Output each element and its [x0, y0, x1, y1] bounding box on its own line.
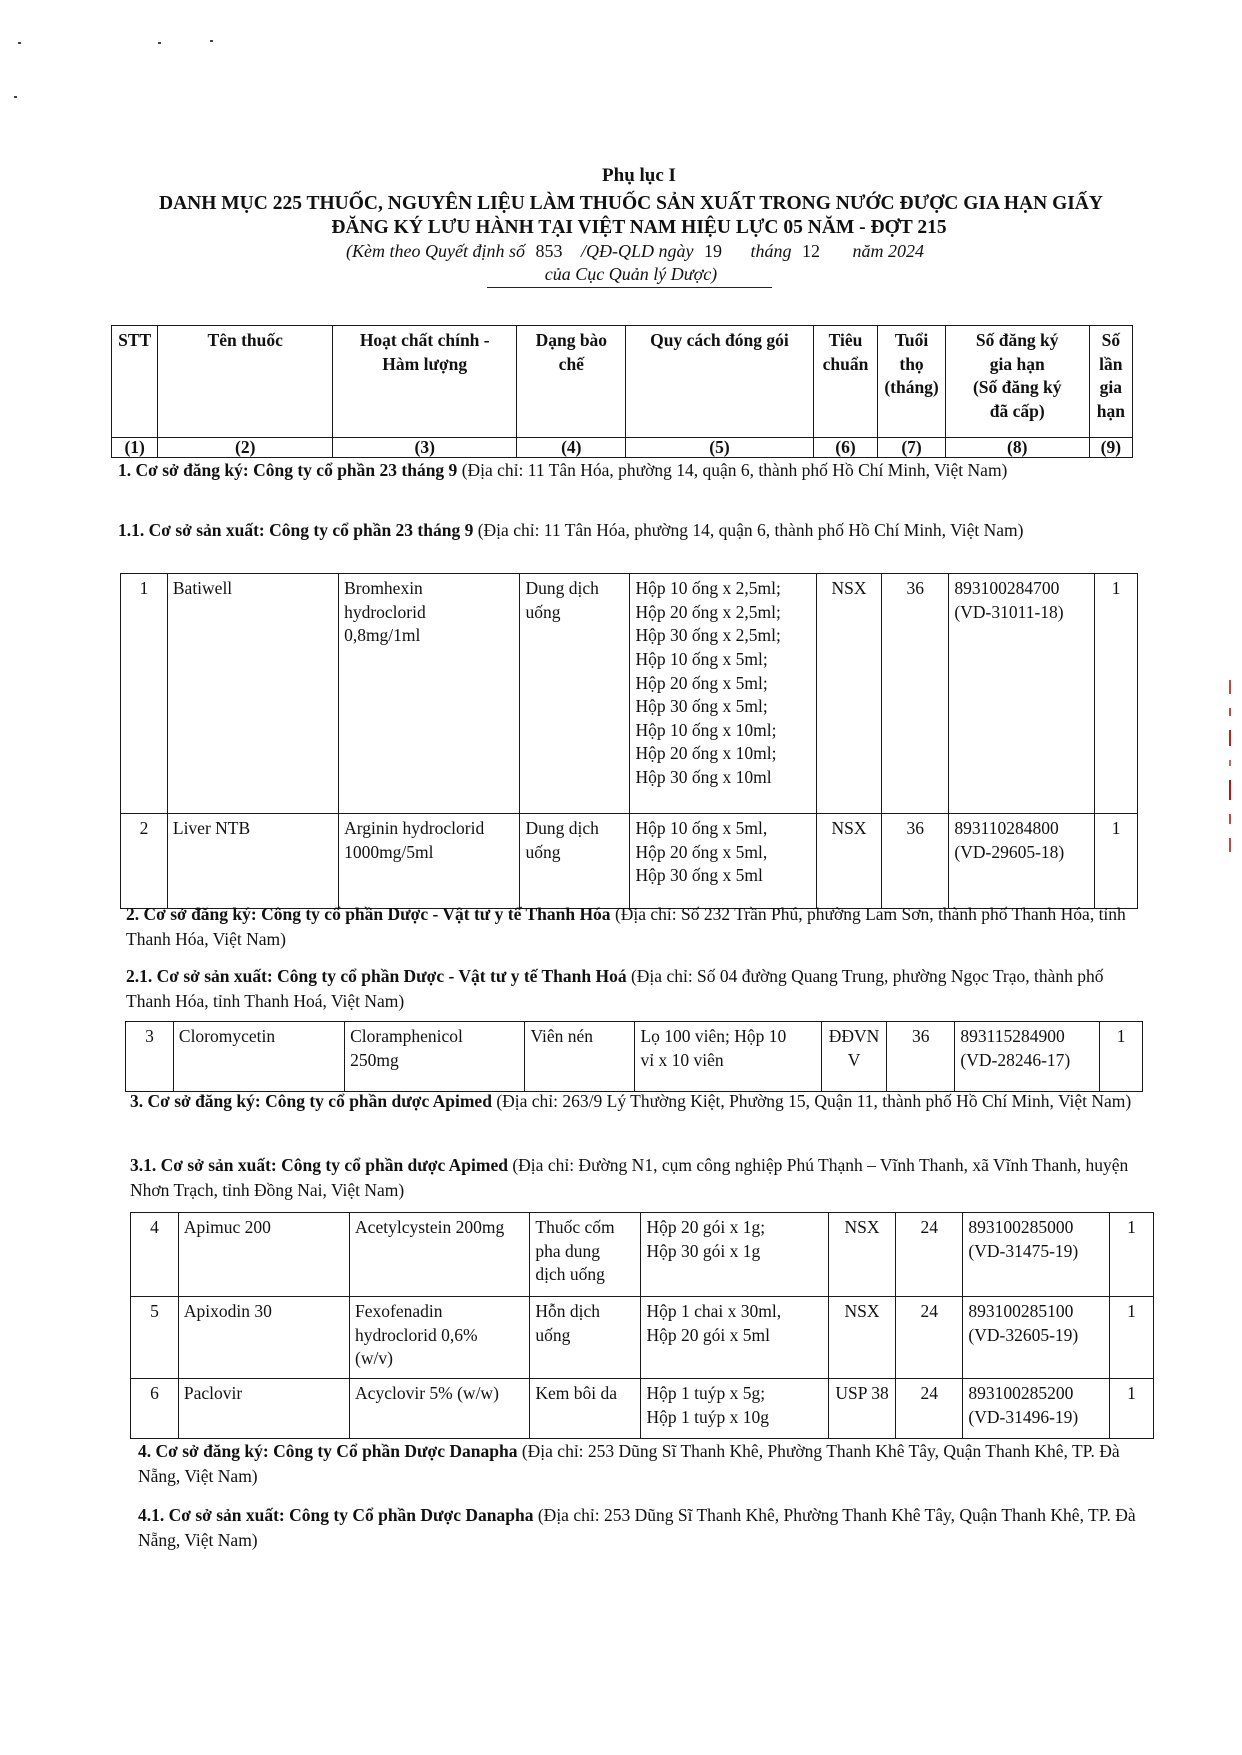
col-times-l3: gia [1099, 377, 1123, 398]
active-line: Bromhexin [344, 578, 423, 598]
form-line: Thuốc cốm [535, 1217, 615, 1237]
col-shelf-l1: Tuổi [894, 330, 929, 350]
col-reg-l4: đã cấp) [989, 400, 1045, 421]
reg-old-number: (VD-31496-19) [968, 1406, 1079, 1427]
cell-shelf: 24 [896, 1379, 963, 1439]
decision-day: 19 [703, 241, 722, 261]
reg-old-number: (VD-31475-19) [968, 1240, 1079, 1261]
col-shelf-l3: (tháng) [884, 377, 939, 398]
reg-number: 893100285200 [968, 1383, 1074, 1403]
pack-line: Hộp 1 chai x 30ml, [646, 1301, 782, 1321]
pack-line: Hộp 20 ống x 5ml, [635, 841, 768, 862]
cell-stt: 6 [131, 1379, 179, 1439]
col-number: (1) [112, 438, 158, 458]
decision-line [14, 241, 1242, 262]
drug-table [120, 573, 1138, 909]
pack-line: Hộp 30 ống x 5ml [635, 865, 763, 886]
cell-times: 1 [1110, 1213, 1154, 1297]
col-times [1089, 326, 1132, 438]
active-line: hydroclorid [344, 601, 426, 622]
cell-times: 1 [1110, 1297, 1154, 1379]
section-manufacturer [130, 1153, 1140, 1204]
active-line: Fexofenadin [355, 1301, 443, 1321]
col-reg-l3: (Số đăng ký [972, 377, 1062, 398]
cell-name: Liver NTB [167, 814, 338, 909]
col-active-l2: Hàm lượng [382, 353, 468, 374]
form-line: Dung dịch [525, 818, 599, 838]
decision-number: 853 [535, 241, 563, 261]
header-underline [487, 287, 772, 288]
pack-line: Hộp 10 ống x 10ml; [635, 719, 777, 740]
cell-form: Kem bôi da [530, 1379, 641, 1439]
cell-times: 1 [1095, 574, 1138, 814]
col-standard [813, 326, 878, 438]
manufacturer-address: (Địa chỉ: Đường N1, cụm công nghiệp Phú Thạnh – Vĩnh Thanh, xã Vĩnh Thanh, huyện Nhơn Trạch, tỉnh Đồng Nai, Việt Nam) [130, 1155, 1129, 1201]
pack-line: Hộp 30 ống x 10ml [635, 767, 772, 787]
title-line-1: DANH MỤC 225 THUỐC, NGUYÊN LIỆU LÀM THUỐC SẢN XUẤT TRONG NƯỚC ĐƯỢC GIA HẠN GIẤY [158, 193, 1103, 214]
cell-form [530, 1297, 641, 1379]
col-form [517, 326, 626, 438]
col-number: (4) [517, 438, 626, 458]
col-pack: Quy cách đóng gói [626, 326, 813, 438]
drug-table [125, 1021, 1143, 1092]
cell-pack [635, 1022, 821, 1092]
pack-line: Hộp 30 ống x 5ml; [635, 696, 768, 717]
cell-stt: 1 [121, 574, 168, 814]
pack-line: Hộp 20 ống x 5ml; [635, 672, 768, 693]
cell-active [345, 1022, 525, 1092]
col-active-l1: Hoạt chất chính - [359, 330, 490, 350]
form-line: uống [535, 1324, 571, 1345]
registrant-name: 2. Cơ sở đăng ký: Công ty cổ phần Dược - Vật tư y tế Thanh Hóa [126, 904, 611, 924]
cell-shelf: 36 [882, 814, 949, 909]
cell-active [339, 574, 520, 814]
col-number: (8) [945, 438, 1089, 458]
drug-table [130, 1212, 1154, 1439]
col-form-l2: chế [558, 353, 584, 374]
section-manufacturer [126, 964, 1136, 1015]
cell-reg [955, 1022, 1100, 1092]
reg-old-number: (VD-28246-17) [960, 1049, 1071, 1070]
cell-active: Acyclovir 5% (w/w) [350, 1379, 530, 1439]
manufacturer-address: (Địa chỉ: 253 Dũng Sĩ Thanh Khê, Phường Thanh Khê Tây, Quận Thanh Khê, TP. Đà Nẵng, Việt Nam) [138, 1505, 1136, 1551]
cell-name: Batiwell [167, 574, 338, 814]
pack-line: Hộp 10 ống x 2,5ml; [635, 578, 781, 598]
col-reg-l2: gia hạn [989, 353, 1045, 374]
reg-old-number: (VD-32605-19) [968, 1324, 1079, 1345]
col-number: (9) [1089, 438, 1132, 458]
registrant-name: 4. Cơ sở đăng ký: Công ty Cổ phần Dược Danapha [138, 1441, 518, 1461]
col-standard-l2: chuẩn [822, 353, 869, 374]
cell-form: Viên nén [525, 1022, 635, 1092]
cell-form [520, 574, 630, 814]
col-stt: STT [112, 326, 158, 438]
cell-reg [963, 1213, 1110, 1297]
table-row [131, 1213, 1154, 1297]
cell-name: Cloromycetin [173, 1022, 344, 1092]
month-label: tháng [750, 241, 792, 261]
table-row [131, 1297, 1154, 1379]
col-form-l1: Dạng bào [535, 330, 608, 350]
cell-reg [963, 1379, 1110, 1439]
decision-prefix: (Kèm theo Quyết định số [346, 241, 525, 261]
cell-standard: NSX [816, 814, 881, 909]
section-registrant [118, 458, 1128, 483]
section-registrant [126, 902, 1136, 953]
form-line: Dung dịch [525, 578, 599, 598]
manufacturer-name: 1.1. Cơ sở sản xuất: Công ty cổ phần 23 tháng 9 [118, 520, 474, 540]
section-manufacturer [118, 518, 1128, 543]
col-reg-l1: Số đăng ký [975, 330, 1059, 350]
year-label: năm 2024 [852, 241, 924, 261]
col-number: (7) [878, 438, 945, 458]
cell-standard: USP 38 [828, 1379, 895, 1439]
cell-shelf: 24 [896, 1213, 963, 1297]
cell-times: 1 [1095, 814, 1138, 909]
section-registrant [130, 1089, 1140, 1114]
manufacturer-name: 3.1. Cơ sở sản xuất: Công ty cổ phần dược Apimed [130, 1155, 508, 1175]
cell-name: Apixodin 30 [178, 1297, 349, 1379]
cell-reg [963, 1297, 1110, 1379]
section-manufacturer [138, 1503, 1148, 1554]
cell-form [530, 1213, 641, 1297]
col-times-l2: lần [1099, 353, 1123, 374]
cell-name: Paclovir [178, 1379, 349, 1439]
table-row [121, 814, 1138, 909]
pack-line: Hộp 10 ống x 5ml; [635, 648, 768, 669]
cell-active [350, 1297, 530, 1379]
form-line: pha dung [535, 1240, 601, 1261]
reg-number: 893110284800 [954, 818, 1059, 838]
form-line: uống [525, 601, 561, 622]
manufacturer-address: (Địa chỉ: 11 Tân Hóa, phường 14, quận 6, thành phố Hồ Chí Minh, Việt Nam) [473, 520, 1024, 540]
col-number: (3) [333, 438, 517, 458]
document-header [0, 0, 1242, 288]
reg-number: 893100285000 [968, 1217, 1074, 1237]
pack-line: Hộp 20 ống x 10ml; [635, 743, 777, 764]
pack-line: Hộp 20 gói x 1g; [646, 1217, 766, 1237]
cell-stt: 4 [131, 1213, 179, 1297]
col-shelf [878, 326, 945, 438]
col-shelf-l2: thọ [899, 353, 924, 374]
appendix-label: Phụ lục I [602, 165, 676, 186]
cell-pack [641, 1379, 828, 1439]
registrant-address: (Địa chỉ: 253 Dũng Sĩ Thanh Khê, Phường Thanh Khê Tây, Quận Thanh Khê, TP. Đà Nẵng, Việt Nam) [138, 1441, 1120, 1487]
cell-stt: 5 [131, 1297, 179, 1379]
table-row [126, 1022, 1143, 1092]
margin-marks [1226, 680, 1234, 866]
manufacturer-name: 4.1. Cơ sở sản xuất: Công ty Cổ phần Dược Danapha [138, 1505, 534, 1525]
issuer-line: của Cục Quản lý Dược) [544, 264, 718, 284]
pack-line: Hộp 30 ống x 2,5ml; [635, 625, 781, 646]
cell-pack [630, 814, 816, 909]
table-row [131, 1379, 1154, 1439]
cell-reg [949, 574, 1095, 814]
cell-times: 1 [1100, 1022, 1143, 1092]
col-times-l4: hạn [1096, 400, 1125, 421]
cell-standard: NSX [828, 1213, 895, 1297]
cell-pack [641, 1213, 828, 1297]
cell-pack [630, 574, 816, 814]
active-line: 0,8mg/1ml [344, 625, 421, 646]
form-line: uống [525, 841, 561, 862]
active-line: (w/v) [355, 1348, 393, 1369]
active-line: 1000mg/5ml [344, 841, 434, 862]
registrant-address: (Địa chỉ: 11 Tân Hóa, phường 14, quận 6, thành phố Hồ Chí Minh, Việt Nam) [457, 460, 1008, 480]
pack-line: Hộp 1 tuýp x 5g; [646, 1383, 766, 1403]
reg-old-number: (VD-31011-18) [954, 601, 1064, 622]
decision-month: 12 [801, 241, 820, 261]
registrant-name: 1. Cơ sở đăng ký: Công ty cổ phần 23 tháng 9 [118, 460, 458, 480]
active-line: Cloramphenicol [350, 1026, 463, 1046]
section-registrant [138, 1439, 1148, 1490]
col-reg [945, 326, 1089, 438]
pack-line: Lọ 100 viên; Hộp 10 [640, 1026, 787, 1046]
cell-stt: 2 [121, 814, 168, 909]
cell-shelf: 36 [882, 574, 949, 814]
pack-line: Hộp 30 gói x 1g [646, 1240, 761, 1261]
form-line: dịch uống [535, 1264, 605, 1285]
cell-reg [949, 814, 1095, 909]
pack-line: Hộp 20 ống x 2,5ml; [635, 601, 781, 622]
pack-line: Hộp 20 gói x 5ml [646, 1324, 770, 1345]
col-times-l1: Số [1101, 330, 1121, 350]
pack-line: Hộp 10 ống x 5ml, [635, 818, 768, 838]
cell-pack [641, 1297, 828, 1379]
registrant-address: (Địa chỉ: Số 232 Trần Phú, phường Lam Sơn, thành phố Thanh Hóa, tỉnh Thanh Hóa, Việt Nam) [126, 904, 1126, 950]
active-line: Arginin hydroclorid [344, 818, 485, 838]
col-standard-l1: Tiêu [828, 330, 863, 350]
column-header-table [111, 325, 1133, 458]
registrant-name: 3. Cơ sở đăng ký: Công ty cổ phần dược Apimed [130, 1091, 492, 1111]
cell-active: Acetylcystein 200mg [350, 1213, 530, 1297]
col-number: (5) [626, 438, 813, 458]
active-line: hydroclorid 0,6% [355, 1324, 478, 1345]
table-row [121, 574, 1138, 814]
cell-standard: NSX [828, 1297, 895, 1379]
cell-standard: NSX [816, 574, 881, 814]
manufacturer-name: 2.1. Cơ sở sản xuất: Công ty cổ phần Dược - Vật tư y tế Thanh Hoá [126, 966, 627, 986]
cell-standard: ĐĐVN V [821, 1022, 886, 1092]
active-line: 250mg [350, 1049, 399, 1070]
cell-shelf: 36 [887, 1022, 955, 1092]
reg-number: 893100284700 [954, 578, 1060, 598]
reg-old-number: (VD-29605-18) [954, 841, 1065, 862]
cell-shelf: 24 [896, 1297, 963, 1379]
col-active [333, 326, 517, 438]
reg-number: 893100285100 [968, 1301, 1074, 1321]
reg-number: 893115284900 [960, 1026, 1065, 1046]
title-line-2: ĐĂNG KÝ LƯU HÀNH TẠI VIỆT NAM HIỆU LỰC 05 NĂM - ĐỢT 215 [331, 217, 947, 238]
cell-form [520, 814, 630, 909]
registrant-address: (Địa chỉ: 263/9 Lý Thường Kiệt, Phường 15, Quận 11, thành phố Hồ Chí Minh, Việt Nam) [491, 1091, 1132, 1111]
col-name: Tên thuốc [158, 326, 333, 438]
cell-name: Apimuc 200 [178, 1213, 349, 1297]
decision-mid: /QĐ-QLD ngày [580, 241, 694, 261]
cell-stt: 3 [126, 1022, 174, 1092]
col-number: (2) [158, 438, 333, 458]
col-number: (6) [813, 438, 878, 458]
cell-times: 1 [1110, 1379, 1154, 1439]
pack-line: vỉ x 10 viên [640, 1049, 724, 1070]
manufacturer-address: (Địa chỉ: Số 04 đường Quang Trung, phường Ngọc Trạo, thành phố Thanh Hóa, tỉnh Thanh Hoá, Việt Nam) [126, 966, 1104, 1012]
cell-active [339, 814, 520, 909]
pack-line: Hộp 1 tuýp x 10g [646, 1406, 769, 1427]
form-line: Hỗn dịch [535, 1301, 601, 1321]
